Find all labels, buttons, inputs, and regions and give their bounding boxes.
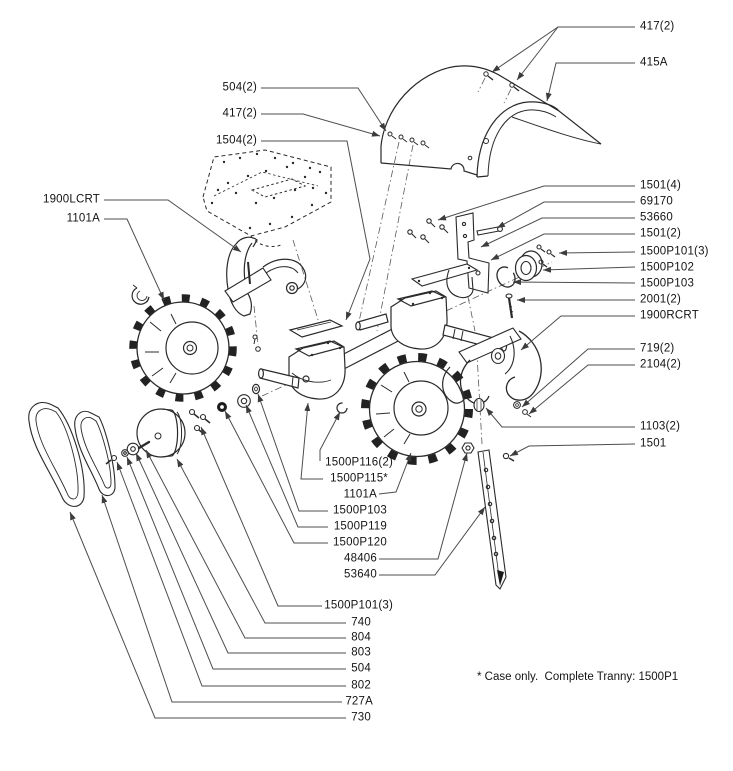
part-callout: 740 <box>351 616 371 629</box>
part-callout: 1501 <box>640 437 667 450</box>
mounting-plate-dashed <box>203 150 331 247</box>
part-callout: 1500P103 <box>640 277 695 290</box>
part-callout: 1900RCRT <box>640 309 699 322</box>
part-callout: 1504(2) <box>215 134 257 147</box>
part-callout: 1900LCRT <box>42 193 100 206</box>
part-callout: 53640 <box>344 568 377 581</box>
left-wheel <box>133 298 233 398</box>
part-callout: 417(2) <box>640 20 675 33</box>
part-callout: 802 <box>351 679 371 692</box>
part-callout: 69170 <box>640 195 673 208</box>
part-callout: 1103(2) <box>640 420 681 433</box>
part-callout: 48406 <box>344 552 377 565</box>
part-callout: 1500P119 <box>333 520 387 533</box>
engine-pulley <box>137 409 185 457</box>
part-callout: 803 <box>351 646 371 659</box>
part-callout: 730 <box>351 711 371 724</box>
part-callout: 1500P102 <box>640 261 695 274</box>
part-callout: 1500P103 <box>332 504 387 517</box>
part-callout: 53660 <box>640 211 673 224</box>
left-tine-assembly <box>225 237 306 351</box>
part-callout: 1501(2) <box>640 227 682 240</box>
mounting-plate-holes <box>211 153 327 229</box>
footnote: * Case only. Complete Tranny: 1500P1 <box>477 671 679 683</box>
part-callout: 2104(2) <box>640 358 682 371</box>
part-callout: 1101A <box>66 212 100 225</box>
part-callout: 415A <box>640 56 668 69</box>
axle-clamp <box>132 285 149 304</box>
part-callout: 504(2) <box>222 81 257 94</box>
depth-stake <box>462 443 514 589</box>
right-wheel <box>365 357 469 461</box>
part-callout: 727A <box>345 695 373 708</box>
part-callout: 417(2) <box>222 107 257 120</box>
part-callout: 1501(4) <box>640 179 682 192</box>
drive-belts <box>29 403 115 507</box>
part-callout: 1500P120 <box>332 536 387 549</box>
part-callout: 1500P116(2) <box>325 456 393 469</box>
part-callout: 1500P101(3) <box>640 245 709 258</box>
part-callout: 1101A <box>343 488 377 501</box>
part-callout: 719(2) <box>640 342 675 355</box>
fender-shield <box>381 66 601 177</box>
part-callout: 1500P101(3) <box>324 599 393 612</box>
part-callout: 504 <box>351 662 371 675</box>
part-callout: 2001(2) <box>640 293 682 306</box>
part-callout: 804 <box>351 631 371 644</box>
fender-screws <box>388 72 519 148</box>
part-callout: 1500P115* <box>330 472 388 485</box>
